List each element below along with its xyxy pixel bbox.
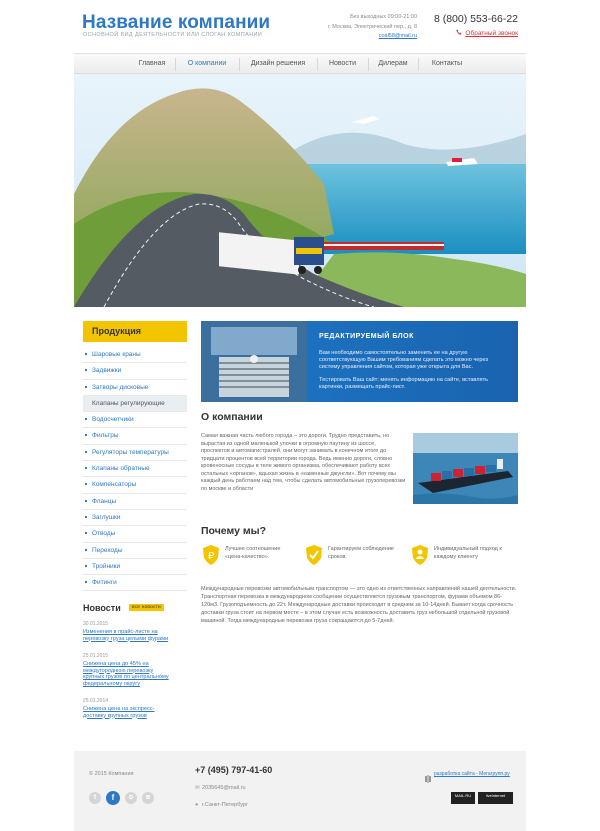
address: г. Москва, Электрический пер., д. 8	[327, 24, 417, 30]
bullet-icon	[85, 434, 87, 436]
company-name[interactable]: Название компании	[82, 12, 271, 33]
sidebar-item-label: Шаровые краны	[92, 351, 141, 358]
editable-block-text: Вам необходимо самостоятельно заменить ее на другую соответствующую Вашим требованиям сделать это можно через систему управления сайтом, которая уже открыта для Вас.	[319, 350, 489, 370]
news-date: 30.01.2015	[83, 621, 109, 627]
bullet-icon	[85, 483, 87, 485]
footer-phone: +7 (495) 797-41-60	[195, 765, 273, 775]
sidebar-item-label: Клапаны регулирующие	[92, 399, 165, 407]
footer-email-row	[195, 785, 246, 791]
sidebar-item-label: Фильтры	[92, 432, 119, 440]
check-shield-icon	[304, 544, 324, 566]
hero-image	[74, 74, 526, 307]
bullet-icon	[85, 467, 87, 469]
truck-grille-image	[201, 321, 307, 402]
news-link[interactable]: Снижена цена на экспресс-доставку крупных грузов	[83, 706, 155, 719]
bullet-icon	[85, 418, 87, 420]
nav-item-news[interactable]: Новости	[328, 60, 357, 67]
about-title: О компании	[201, 411, 263, 423]
svg-text:₽: ₽	[207, 551, 215, 562]
sidebar-item-label: Отводы	[92, 530, 116, 538]
mail-icon: ✉	[195, 785, 200, 791]
header-contacts	[322, 12, 417, 32]
mailru-counter-badge[interactable]: MAIL.RU	[451, 792, 475, 804]
sidebar-item-label: Фитинги	[92, 579, 117, 587]
sidebar-item-plugs[interactable]	[83, 510, 187, 526]
nav-item-about[interactable]: О компании	[187, 60, 227, 67]
company-slogan: ОСНОВНОЙ ВИД ДЕЯТЕЛЬНОСТИ ИЛИ СЛОГАН КОМПАНИИ	[83, 32, 263, 38]
liveinternet-counter-badge[interactable]: liveinternet	[478, 792, 513, 804]
news-link[interactable]: Изменения в прайс-листе на перевозку груза целыми фурами	[83, 629, 169, 642]
sidebar-item-fittings[interactable]	[83, 575, 187, 591]
developer-logo-icon	[424, 770, 432, 778]
odnoklassniki-icon[interactable]: o	[125, 792, 137, 804]
callback-label: Обратный звонок	[465, 30, 518, 37]
news-item	[83, 653, 173, 687]
location-pin-icon: ●	[195, 802, 199, 808]
facebook-icon[interactable]: f	[106, 791, 120, 805]
nav-item-home[interactable]: Главная	[138, 60, 166, 67]
sidebar-item-gate-valves[interactable]	[83, 363, 187, 379]
feature-text: Индивидуальный подход к каждому клиенту	[434, 546, 502, 560]
sidebar-item-label: Задвижки	[92, 367, 122, 375]
sidebar-item-label: Переходы	[92, 546, 123, 554]
bullet-icon	[85, 386, 87, 388]
sidebar-item-label: Заглушки	[92, 513, 121, 521]
about-text: Самая важная часть любого города – это дороги. Трудно представить, но вырастая из одной маленькой улочки в огромную паутину из шоссе, проспектов и автомагистралей, они могут занимать в конечном итоге до тридцати процентов всей территории города. Ведь именно дороги, словно кровеносные сосуды в теле живого организма, обеспечивают работу всех остальных «органов», вдыхая жизнь в «каменные джунгли». Вот почему мы каждый день работаем над тем, чтобы сделать автомобильные грузоперевозки по москве и области	[201, 433, 406, 492]
sidebar-item-ball-valves[interactable]	[83, 347, 187, 363]
editable-block-text: Тестировать Ваш сайт: менять информацию на сайте, вставлять картинки, размещать прайс-лист.	[319, 377, 489, 390]
sidebar-item-flanges[interactable]	[83, 494, 187, 510]
main-nav	[74, 53, 526, 74]
sidebar-item-label: Клапаны обратные	[92, 465, 150, 473]
sidebar-item-filters[interactable]	[83, 428, 187, 444]
services-text: Международные перевозки автомобильным транспортом — это одно из ответственных направлений нашей деятельности. Транспортная перевозка в международном сообщении осуществляется грузовым транспортом, фурами объемом 86-120м3. Грузоподъемность до 22т. Международные доставки происходят в среднем за 10-14дней. Бывает когда срочность доставки груза стоит на первом месте – в этом случае есть возможность доставить груз небольшой отдельной грузовой машиной. Тогда международные перевозки груза сокращаются до 5-7дней.	[201, 586, 517, 624]
footer-city-row	[195, 802, 248, 808]
editable-block	[201, 321, 518, 402]
sidebar-item-water-meters[interactable]	[83, 412, 187, 428]
products-heading: Продукция	[83, 321, 187, 342]
sidebar-item-compensators[interactable]	[83, 477, 187, 493]
nav-item-design[interactable]: Дизайн решения	[250, 60, 306, 67]
news-item	[83, 698, 173, 719]
news-item	[83, 621, 173, 642]
why-us-title: Почему мы?	[201, 525, 267, 537]
sidebar-item-label: Тройники	[92, 562, 121, 570]
feature-text: Гарантируем соблюдение сроков.	[328, 546, 394, 560]
twitter-icon[interactable]: t	[89, 792, 101, 804]
callback-link[interactable]	[440, 29, 518, 37]
footer-email[interactable]: 2035645@mail.ru	[202, 785, 246, 791]
sidebar-item-label: Компенсаторы	[92, 481, 137, 489]
bullet-icon	[85, 581, 87, 583]
footer-city: г.Санкт-Петербург	[202, 802, 248, 808]
cargo-ship-image	[413, 433, 518, 504]
feature-text: Лучшее соотношение «цена-качество».	[225, 546, 281, 560]
sidebar-item-control-valves[interactable]	[83, 396, 187, 412]
bullet-icon	[85, 500, 87, 502]
phone-icon	[456, 29, 462, 37]
nav-item-dealers[interactable]: Дилерам	[378, 60, 408, 67]
ruble-shield-icon	[201, 544, 221, 566]
sidebar-item-butterfly-valves[interactable]	[83, 380, 187, 396]
news-heading: Новости	[83, 603, 121, 613]
sidebar-item-check-valves[interactable]	[83, 461, 187, 477]
sidebar-item-label: Водосчетчики	[92, 416, 134, 424]
all-news-button[interactable]: все новости	[129, 604, 164, 611]
editable-block-title: РЕДАКТИРУЕМЫЙ БЛОК	[319, 333, 414, 340]
header-email-link[interactable]: coal58@mail.ru	[378, 33, 417, 39]
sidebar-item-label: Фланцы	[92, 497, 117, 505]
sidebar-item-tees[interactable]	[83, 559, 187, 575]
developer-link[interactable]: разработка сайта - Мегагрупп.ру	[434, 771, 510, 777]
person-shield-icon	[410, 544, 430, 566]
bullet-icon	[85, 451, 87, 453]
footer	[74, 751, 526, 831]
bullet-icon	[85, 369, 87, 371]
bullet-icon	[85, 353, 87, 355]
header-phone: 8 (800) 553-66-22	[433, 13, 518, 25]
vkontakte-icon[interactable]: в	[142, 792, 154, 804]
bullet-icon	[85, 565, 87, 567]
bullet-icon	[85, 549, 87, 551]
sidebar-item-temp-regulators[interactable]	[83, 445, 187, 461]
sidebar-item-label: Регуляторы температуры	[92, 448, 169, 456]
news-date: 25.01.2014	[83, 698, 109, 704]
sidebar-item-label: Затворы дисковые	[92, 383, 149, 391]
news-link[interactable]: Снижена цена до 45% на междугороднюю перевозку крупных грузов по центральному федеральному округу	[83, 661, 169, 687]
work-hours: Без выходных 09:00-21:00	[350, 14, 417, 20]
products-menu	[83, 347, 187, 591]
sidebar-item-reducers[interactable]	[83, 543, 187, 559]
copyright: © 2015 Компания	[89, 771, 134, 777]
bullet-icon	[85, 532, 87, 534]
bullet-icon	[85, 516, 87, 518]
sidebar-item-bends[interactable]	[83, 526, 187, 542]
nav-item-contacts[interactable]: Контакты	[431, 60, 463, 67]
news-date: 25.01.2015	[83, 653, 109, 659]
